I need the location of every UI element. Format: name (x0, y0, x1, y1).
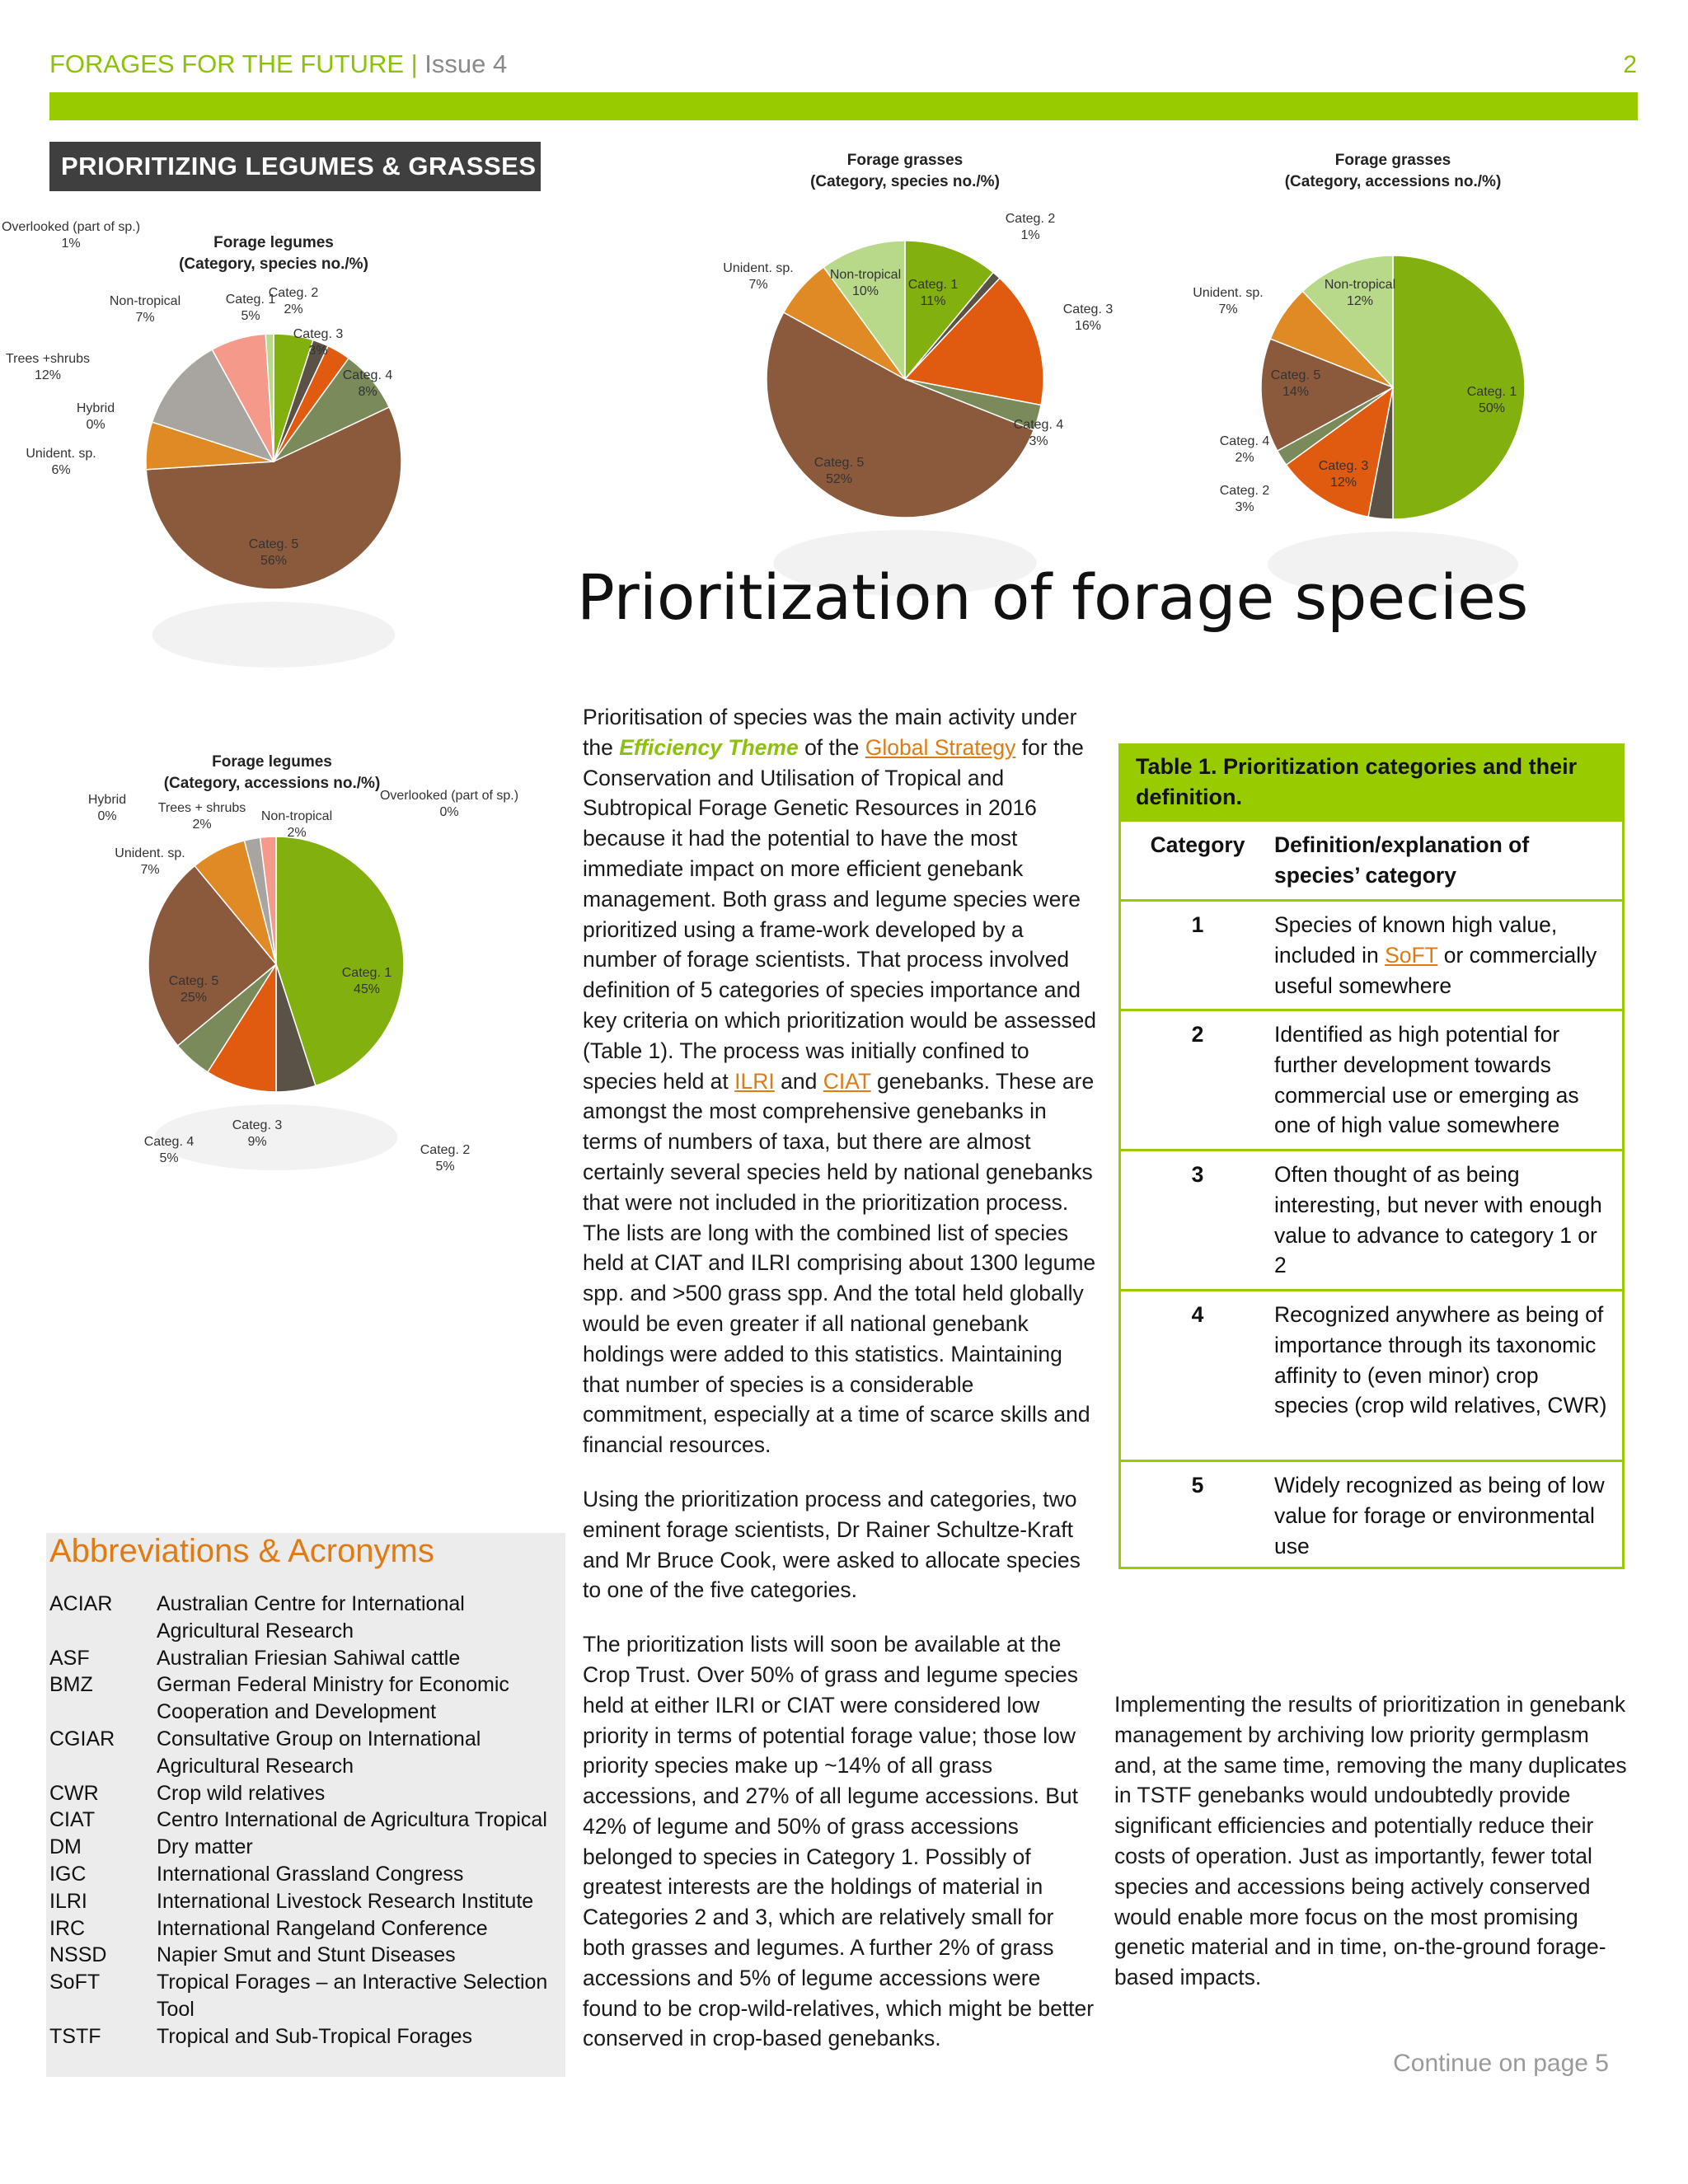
article-paragraph-3: The prioritization lists will soon be available at the Crop Trust. Over 50% of grass and legume species held at either ILRI or CIAT were considered low priority in terms of potential forage value; those low priority species make up ~14% of all grass accessions, and 27% of all legume accessions. But 42% of legume and 50% of grass accessions belonged to species in Category 1. Possibly of greatest interests are the holdings of material in Categories 2 and 3, which are relatively small for both grasses and legumes. A further 2% of grass accessions and 5% of legume accessions were found to be crop-wild-relatives, which might be better conserved in crop-based genebanks. (583, 1632, 1095, 2051)
table-cell-definition: Often thought of as being interesting, but never with enough value to advance to category 1 or 2 (1274, 1162, 1602, 1278)
abbreviation-definition: Consultative Group on International Agricultural Research (157, 1727, 481, 1778)
abbreviations-box (46, 1533, 565, 2077)
abbreviation-definition: Napier Smut and Stunt Diseases (157, 1943, 456, 1967)
abbreviation-term: ACIAR (49, 1592, 113, 1615)
slice-label: Categ. 5 14% (1270, 368, 1321, 399)
slice-label: Categ. 5 56% (248, 537, 299, 568)
global-strategy-link[interactable]: Global Strategy (865, 734, 1016, 760)
chart-reflection (152, 602, 396, 668)
table-cell-definition: Recognized anywhere as being of importance through its taxonomic affinity to (even minor) crop species (crop wild relatives, CWR) (1274, 1302, 1607, 1418)
abbreviation-term: ILRI (49, 1889, 87, 1913)
abbreviation-term: CIAT (49, 1808, 96, 1832)
abbreviation-definition: Australian Friesian Sahiwal cattle (157, 1646, 461, 1670)
abbreviation-row (49, 1780, 565, 1807)
running-header (49, 49, 507, 79)
abbreviation-term: DM (49, 1835, 82, 1859)
abbreviation-row (49, 1861, 565, 1888)
slice-label: Categ. 3 16% (1062, 302, 1114, 333)
table-header-row (1121, 819, 1622, 899)
slice-label: Non-tropical 12% (1324, 278, 1396, 308)
issue-label: Issue 4 (424, 49, 508, 78)
table-cell-category: 2 (1191, 1022, 1204, 1047)
abbreviation-term: ASF (49, 1646, 90, 1670)
table-cell-category: 4 (1191, 1302, 1204, 1327)
abbreviations-title: Abbreviations & Acronyms (49, 1533, 434, 1569)
slice-label: Hybrid 0% (76, 401, 115, 432)
slice-label: Categ. 1 45% (341, 966, 392, 996)
table-row (1121, 1149, 1622, 1289)
slice-label: Trees + shrubs 2% (157, 801, 246, 832)
abbreviation-definition: German Federal Ministry for Economic Cooperation and Development (157, 1673, 509, 1724)
chart-title: Forage legumes (213, 234, 334, 251)
abbreviation-term: CGIAR (49, 1727, 115, 1750)
slice-label: Categ. 4 5% (143, 1135, 195, 1165)
abbreviation-definition: Tropical and Sub-Tropical Forages (157, 2024, 473, 2048)
page-title: Prioritization of forage species (577, 560, 1529, 634)
slice-label: Categ. 4 8% (342, 368, 393, 399)
slice-label: Non-tropical 10% (829, 268, 902, 298)
abbreviation-term: CWR (49, 1781, 99, 1805)
abbreviation-row (49, 1915, 565, 1943)
continue-note: Continue on page 5 (1393, 2050, 1609, 2077)
table-cell-definition: Identified as high potential for further development towards commercial use or emerging as one of high value somewhere (1274, 1022, 1579, 1138)
slice-label: Categ. 2 1% (1005, 212, 1056, 242)
slice-label: Categ. 3 9% (232, 1118, 283, 1149)
header-separator: | (404, 49, 425, 78)
slice-label: Non-tropical 7% (109, 294, 181, 325)
abbreviation-term: NSSD (49, 1943, 107, 1967)
table-cell-category: 3 (1191, 1162, 1204, 1187)
abbreviation-definition: Tropical Forages – an Interactive Selection Tool (157, 1971, 548, 2021)
chart-grasses-accessions (1179, 140, 1624, 602)
table-row (1121, 1289, 1622, 1460)
slice-label: Unident. sp. 7% (723, 261, 794, 292)
abbreviation-row (49, 1591, 565, 1645)
chart-legumes-accessions (74, 742, 536, 1203)
slice-label: Categ. 2 5% (420, 1143, 471, 1174)
abbreviation-definition: Crop wild relatives (157, 1781, 326, 1805)
article-paragraph-2: Using the prioritization process and categories, two eminent forage scientists, Dr Rainer Schultze-Kraft and Mr Bruce Cook, were asked to allocate species to one of the five categories. (583, 1486, 1081, 1603)
table-cell-category: 1 (1191, 912, 1204, 937)
chart-title: (Category, accessions no./%) (163, 775, 381, 792)
abbreviation-row (49, 1726, 565, 1780)
table-caption: Table 1. Prioritization categories and their definition. (1121, 746, 1622, 819)
slice-label: Categ. 2 2% (268, 286, 319, 316)
table-row (1121, 1009, 1622, 1149)
abbreviations-list (49, 1591, 565, 2050)
abbreviation-definition: International Grassland Congress (157, 1862, 464, 1886)
slice-label: Overlooked (part of sp.) 1% (1, 220, 141, 251)
slice-label: Hybrid 0% (87, 793, 127, 823)
ilri-link[interactable]: ILRI (734, 1068, 775, 1094)
abbreviation-term: TSTF (49, 2024, 101, 2048)
categories-table (1118, 743, 1625, 1569)
table-row (1121, 899, 1622, 1009)
header-bar (49, 92, 1638, 120)
abbreviation-term: BMZ (49, 1673, 93, 1697)
slice-label: Overlooked (part of sp.) 0% (379, 789, 519, 819)
chart-title: (Category, species no./%) (810, 173, 1000, 190)
chart-legumes-species (1, 214, 491, 725)
publication-name: FORAGES FOR THE FUTURE (49, 49, 405, 78)
article-column-2 (1114, 1690, 1634, 1993)
slice-label: Categ. 4 3% (1013, 418, 1064, 448)
ciat-link[interactable]: CIAT (823, 1068, 871, 1094)
abbreviation-row (49, 1834, 565, 1861)
abbreviation-definition: International Rangeland Conference (157, 1916, 488, 1940)
efficiency-theme: Efficiency Theme (619, 734, 799, 760)
slice-label: Categ. 3 3% (293, 327, 344, 358)
abbreviation-term: IRC (49, 1916, 86, 1940)
slice-label: Unident. sp. 7% (1193, 286, 1264, 316)
slice-label: Non-tropical 2% (260, 809, 333, 840)
abbreviation-definition: Dry matter (157, 1835, 253, 1859)
abbreviation-row (49, 1888, 565, 1915)
abbreviation-row (49, 1671, 565, 1726)
slice-label: Categ. 5 25% (168, 974, 219, 1005)
slice-label: Categ. 2 3% (1219, 484, 1270, 514)
chart-title: (Category, species no./%) (179, 255, 368, 273)
abbreviation-definition: Australian Centre for International Agricultural Research (157, 1592, 465, 1643)
slice-label: Categ. 1 50% (1466, 385, 1517, 415)
section-tag: PRIORITIZING LEGUMES & GRASSES (49, 142, 541, 191)
table-header-category: Category (1150, 832, 1245, 857)
abbreviation-term: IGC (49, 1862, 87, 1886)
chart-title: Forage legumes (212, 753, 332, 771)
abbreviation-row (49, 2023, 565, 2050)
chart-grasses-species (701, 140, 1146, 602)
chart-title: (Category, accessions no./%) (1284, 173, 1502, 190)
slice-label: Trees +shrubs 12% (5, 352, 91, 382)
table-row (1121, 1460, 1622, 1567)
table-cell-definition: Species of known high value, included in SoFT or commercially useful somewhere (1274, 912, 1597, 998)
abbreviation-row (49, 1645, 565, 1672)
abbreviation-row (49, 1942, 565, 1969)
abbreviation-definition: International Livestock Research Institute (157, 1889, 534, 1913)
abbreviation-row (49, 1807, 565, 1834)
chart-title: Forage grasses (1334, 152, 1451, 169)
slice-label: Categ. 3 12% (1318, 459, 1369, 490)
slice-label: Categ. 5 52% (814, 456, 865, 486)
article-paragraph-1: Prioritisation of species was the main activity under the Efficiency Theme of the Global Strategy for the Conservation and Utilisation of Tropical and Subtropical Forage Genetic Resources in 2016 because it had the potential to have the most immediate impact on more efficient genebank management. Both grass and legume species were prioritized using a frame-work developed by a number of forage scientists. That process involved definition of 5 categories of species importance and key criteria on which prioritization would be assessed (Table 1). The process was initially confined to species held at ILRI and CIAT genebanks. These are amongst the most comprehensive genebanks in terms of numbers of taxa, but there are almost certainly several species held by national genebanks that were not included in the prioritization process. The lists are long with the combined list of species held at CIAT and ILRI comprising about 1300 legume spp. and >500 grass spp. And the total held globally would be even greater if all national genebank holdings were added to this statistics. Maintaining that number of species is a considerable commitment, especially at a time of scarce skills and financial resources. (583, 705, 1097, 1458)
chart-title: Forage grasses (846, 152, 964, 169)
soft-link[interactable]: SoFT (1385, 942, 1438, 968)
table-header-definition: Definition/explanation of species’ category (1274, 832, 1530, 888)
slice-label: Unident. sp. 6% (26, 447, 96, 477)
table-cell-definition: Widely recognized as being of low value for forage or environmental use (1274, 1473, 1605, 1558)
abbreviation-definition: Centro International de Agricultura Tropical (157, 1808, 547, 1832)
article-column-1 (583, 702, 1100, 2078)
slice-label: Unident. sp. 7% (115, 846, 185, 877)
slice-label: Categ. 4 2% (1219, 434, 1270, 465)
abbreviation-row (49, 1969, 565, 2023)
table-cell-category: 5 (1191, 1473, 1204, 1497)
slice-label: Categ. 1 5% (225, 293, 276, 323)
article-paragraph-4: Implementing the results of prioritization in genebank management by archiving low priority germplasm and, at the same time, removing the many duplicates in TSTF genebanks would undoubtedly provide significant efficiencies and potentially reduce their costs of operation. Just as importantly, fewer total species and accessions being actively conserved would enable more focus on the most promising genetic material and in time, on-the-ground forage-based impacts. (1114, 1692, 1627, 1990)
page-number: 2 (1623, 51, 1637, 78)
slice-label: Categ. 1 11% (907, 278, 959, 308)
abbreviation-term: SoFT (49, 1971, 101, 1994)
